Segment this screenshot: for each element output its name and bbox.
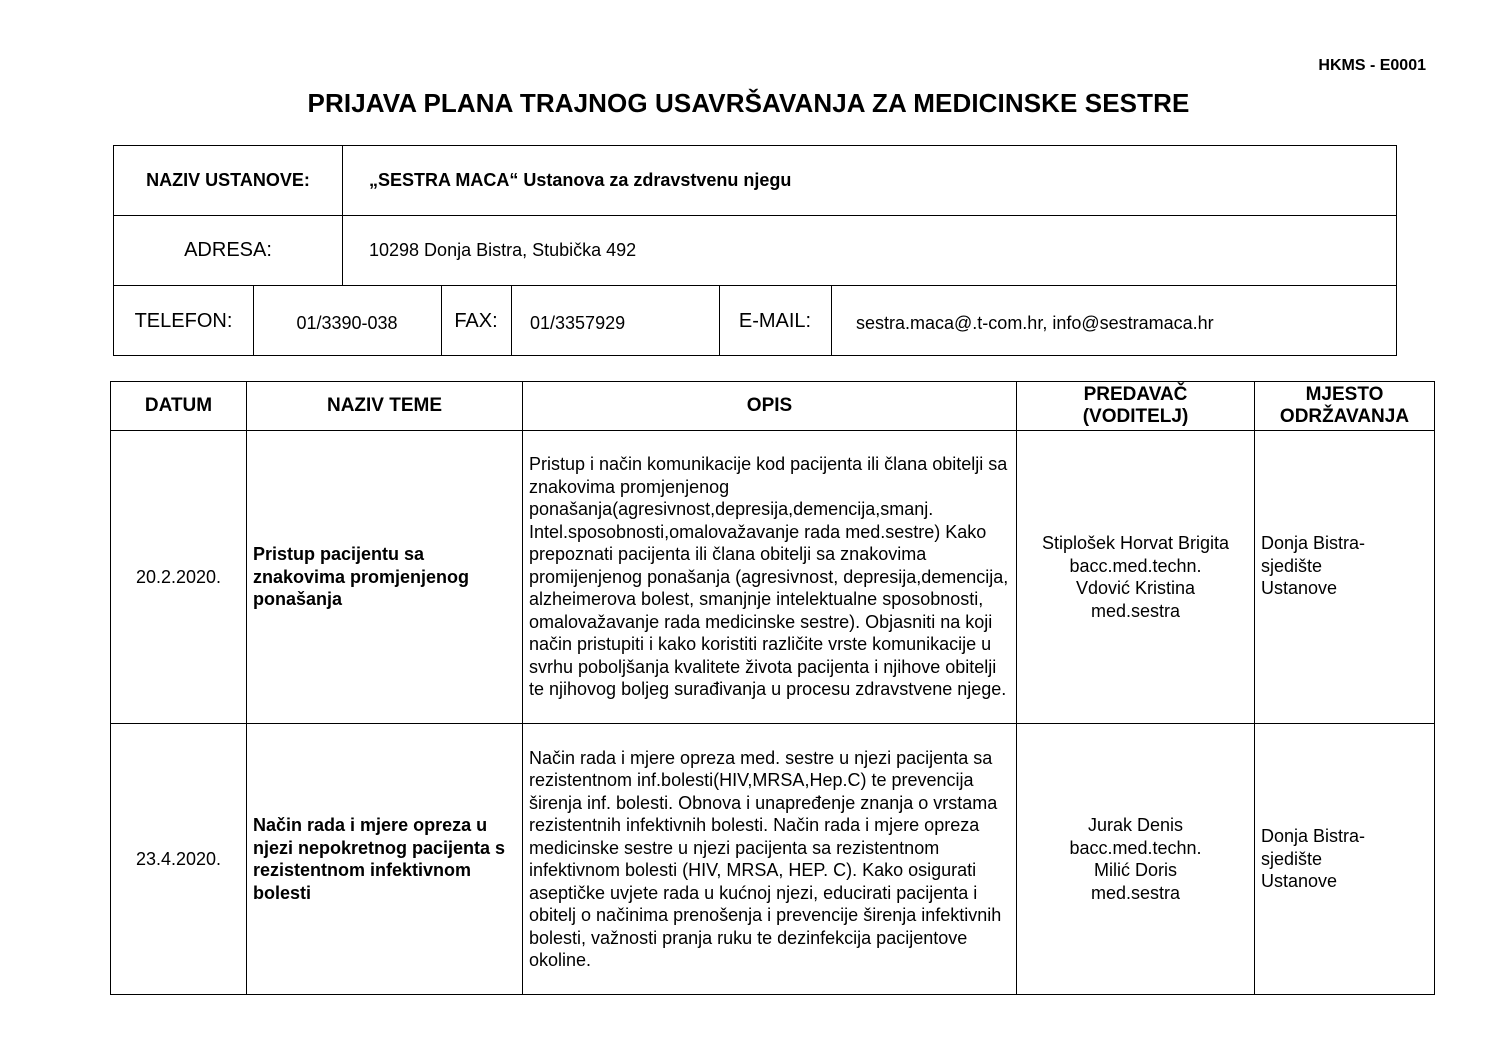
address-row — [114, 216, 1396, 286]
institution-name-row — [114, 146, 1396, 216]
address-label: ADRESA: — [184, 239, 272, 261]
header-place-line1: MJESTO — [1305, 384, 1384, 405]
divider — [342, 216, 343, 285]
header-topic: NAZIV TEME — [247, 382, 523, 431]
row-topic: Način rada i mjere opreza u njezi nepokretnog pacijenta s rezistentnom infektivnom bolesti — [247, 724, 523, 995]
lecturer-title: med.sestra — [1090, 600, 1181, 621]
institution-name-label: NAZIV USTANOVE: — [146, 170, 310, 190]
row-date: 20.2.2020. — [111, 431, 247, 724]
place-line: sjedište — [1261, 848, 1323, 869]
row-date: 23.4.2020. — [111, 724, 247, 995]
phone-value: 01/3390-038 — [296, 313, 398, 333]
header-lecturer-line1: PREDAVAČ — [1083, 384, 1188, 405]
place-line: Donja Bistra- — [1261, 533, 1366, 554]
row-topic: Pristup pacijentu sa znakovima promjenjenog ponašanja — [247, 431, 523, 724]
lecturer-title: med.sestra — [1090, 882, 1181, 903]
lecturer-name: Vdović Kristina — [1075, 578, 1196, 598]
place-line: Ustanove — [1261, 871, 1338, 892]
table-row — [111, 431, 1435, 724]
fax-value: 01/3357929 — [530, 313, 626, 333]
email-label: E-MAIL: — [738, 310, 812, 332]
document-title: PRIJAVA PLANA TRAJNOG USAVRŠAVANJA ZA MEDICINSKE SESTRE — [307, 88, 1190, 118]
lecturer-title: bacc.med.techn. — [1069, 837, 1202, 858]
place-line: Donja Bistra- — [1261, 826, 1366, 847]
divider — [342, 146, 343, 215]
lecturer-name: Jurak Denis — [1087, 815, 1184, 835]
training-plan-table — [110, 381, 1435, 995]
form-code: HKMS - E0001 — [1318, 57, 1426, 74]
row-lecturer — [1017, 724, 1255, 995]
header-lecturer — [1017, 382, 1255, 431]
table-header-row — [111, 382, 1435, 431]
divider — [831, 286, 832, 355]
institution-info-box — [113, 145, 1397, 356]
institution-name: „SESTRA MACA“ Ustanova za zdravstvenu njegu — [369, 170, 792, 190]
header-description: OPIS — [523, 382, 1017, 431]
row-place — [1255, 724, 1435, 995]
fax-label: FAX: — [454, 310, 498, 332]
row-description: Način rada i mjere opreza med. sestre u njezi pacijenta sa rezistentnom inf.bolesti(HIV,MRSA,Hep.C) te prevencija širenja inf. bolesti. Obnova i unapređenje znanja o vrstama rezistentnih infektivnih bolesti. Način rada i mjere opreza medicinske sestre u njezi pacijenta sa rezistentnom infektivnom bolesti (HIV, MRSA, HEP. C). Kako osigurati aseptičke uvjete rada u kućnoj njezi, educirati pacijenta i obitelj o načinima prenošenja i prevencije širenja infektivnih bolesti, važnosti pranja ruku te dezinfekcija pacijentove okoline. — [523, 724, 1017, 995]
lecturer-name: Stiplošek Horvat Brigita — [1041, 533, 1230, 553]
row-lecturer — [1017, 431, 1255, 724]
divider — [511, 286, 512, 355]
header-place-line2: ODRŽAVANJA — [1279, 406, 1410, 427]
contact-row — [114, 286, 1396, 355]
header-place — [1255, 382, 1435, 431]
header-lecturer-line2: (VODITELJ) — [1082, 406, 1189, 427]
place-line: Ustanove — [1261, 578, 1338, 599]
row-description: Pristup i način komunikacije kod pacijenta ili člana obitelji sa znakovima promjenjenog ponašanja(agresivnost,depresija,demencija,smanj. Intel.sposobnosti,omalovažavanje rada med.sestre) Kako prepoznati pacijenta ili člana obitelji sa znakovima promijenjenog ponašanja (agresivnost, depresija,demencija, alzheimerova bolest, smanjnje intelektualne sposobnosti, omalovažavanje rada medicinske sestre). Objasniti na koji način pristupiti i kako koristiti različite vrste komunikacije u svrhu poboljšanja kvalitete života pacijenta i njihove obitelji te njihovog boljeg surađivanja u procesu zdravstvene njege. — [523, 431, 1017, 724]
lecturer-name: Milić Doris — [1094, 860, 1177, 880]
address-value: 10298 Donja Bistra, Stubička 492 — [369, 240, 637, 260]
row-place — [1255, 431, 1435, 724]
header-date: DATUM — [111, 382, 247, 431]
email-value: sestra.maca@.t-com.hr, info@sestramaca.hr — [856, 313, 1214, 333]
lecturer-title: bacc.med.techn. — [1069, 555, 1202, 576]
place-line: sjedište — [1261, 555, 1323, 576]
phone-label: TELEFON: — [134, 310, 233, 332]
table-row — [111, 724, 1435, 995]
